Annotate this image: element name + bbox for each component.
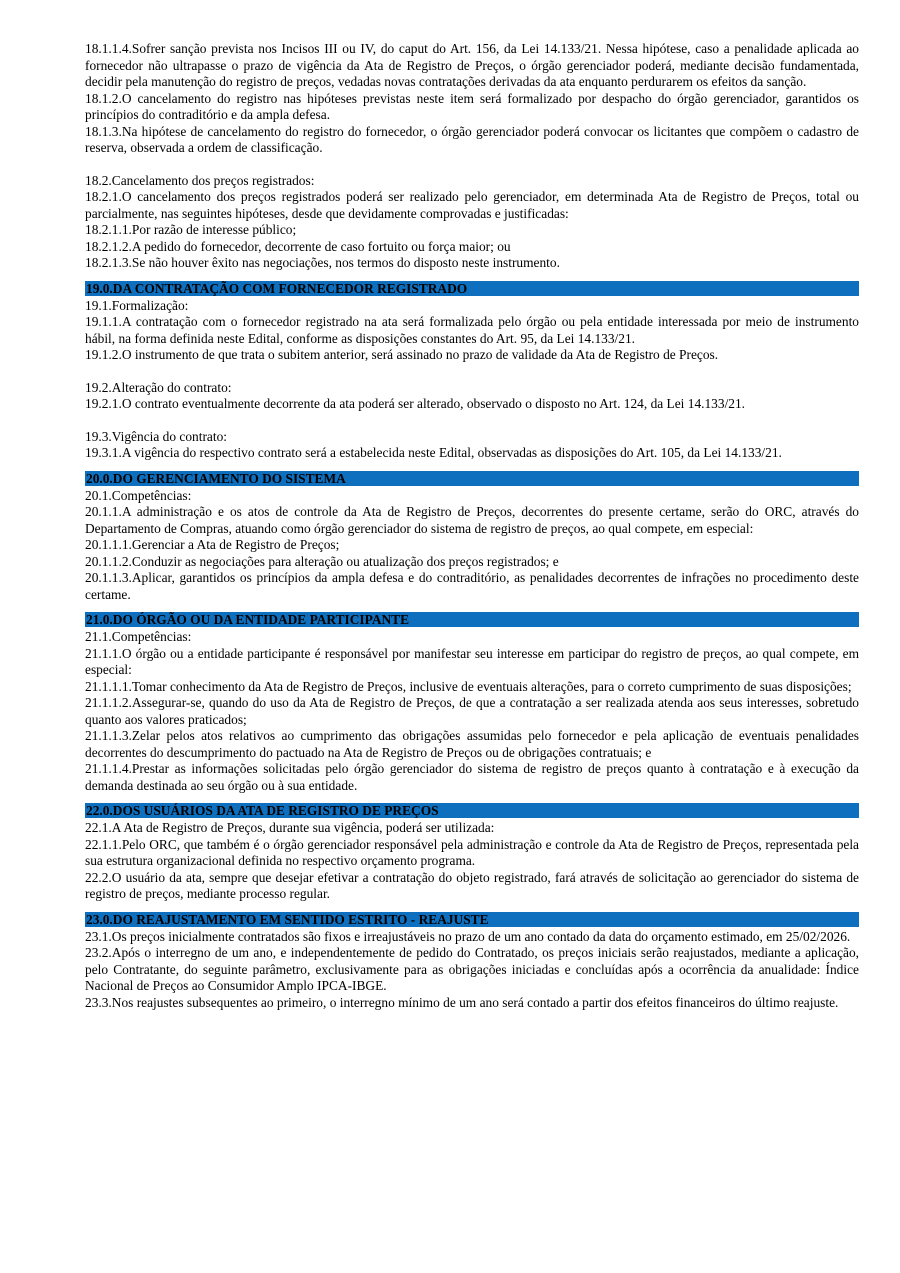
- clause-paragraph: 18.2.1.2.A pedido do fornecedor, decorrente de caso fortuito ou força maior; ou: [85, 238, 511, 254]
- section-heading: 20.0.DO GERENCIAMENTO DO SISTEMA: [85, 471, 859, 486]
- paragraph-spacer: [85, 157, 859, 173]
- clause-paragraph: 23.1.Os preços inicialmente contratados são fixos e irreajustáveis no prazo de um ano contado da data do orçamento estimado, em 25/02/2026.: [85, 928, 851, 944]
- clause-paragraph: 20.1.1.A administração e os atos de controle da Ata de Registro de Preços, decorrentes do presente certame, serão do ORC, através do Departamento de Compras, atuando como órgão gerenciador do sistema de registro de preços, ao qual compete, em especial:: [85, 504, 859, 536]
- clause-paragraph: 18.2.Cancelamento dos preços registrados:: [85, 172, 315, 188]
- clause-paragraph: 18.2.1.O cancelamento dos preços registrados poderá ser realizado pelo gerenciador, em determinada Ata de Registro de Preços, total ou parcialmente, nas seguintes hipóteses, desde que devidamente comprovadas e justificadas:: [85, 189, 859, 221]
- clause-paragraph: 18.1.1.4.Sofrer sanção prevista nos Incisos III ou IV, do caput do Art. 156, da Lei 14.133/21. Nessa hipótese, caso a penalidade aplicada ao fornecedor não ultrapasse o prazo de vigência da Ata de Registro de Preços, o órgão gerenciador poderá, mediante decisão fundamentada, decidir pela manutenção do registro de preços, vedadas novas contratações derivadas da ata enquanto perdurarem os efeitos da sanção.: [85, 41, 859, 89]
- clause-paragraph: 18.2.1.1.Por razão de interesse público;: [85, 222, 297, 237]
- clause-paragraph: 20.1.1.2.Conduzir as negociações para alteração ou atualização dos preços registrados; e: [85, 553, 559, 569]
- clause-paragraph: 21.1.1.1.Tomar conhecimento da Ata de Registro de Preços, inclusive de eventuais alterações, para o correto cumprimento de suas disposições;: [85, 678, 852, 694]
- clause-paragraph: 18.1.2.O cancelamento do registro nas hipóteses previstas neste item será formalizado por despacho do órgão gerenciador, garantidos os princípios do contraditório e da ampla defesa.: [85, 90, 859, 122]
- section-heading: 22.0.DOS USUÁRIOS DA ATA DE REGISTRO DE PREÇOS: [85, 803, 859, 818]
- clause-paragraph: 19.2.1.O contrato eventualmente decorrente da ata poderá ser alterado, observado o disposto no Art. 124, da Lei 14.133/21.: [85, 396, 746, 411]
- paragraph-spacer: [85, 364, 859, 380]
- clause-paragraph: 18.2.1.3.Se não houver êxito nas negociações, nos termos do disposto neste instrumento.: [85, 255, 560, 270]
- clause-paragraph: 20.1.1.3.Aplicar, garantidos os princípios da ampla defesa e do contraditório, as penalidades decorrentes de infrações no procedimento deste certame.: [85, 570, 859, 602]
- clause-paragraph: 21.1.1.2.Assegurar-se, quando do uso da Ata de Registro de Preços, de que a contratação a ser realizada atenda aos seus interesses, sobretudo quanto aos valores praticados;: [85, 695, 859, 727]
- clause-paragraph: 21.1.Competências:: [85, 629, 192, 644]
- clause-paragraph: 19.3.1.A vigência do respectivo contrato será a estabelecida neste Edital, observadas as disposições do Art. 105, da Lei 14.133/21.: [85, 445, 782, 460]
- clause-paragraph: 20.1.1.1.Gerenciar a Ata de Registro de Preços;: [85, 537, 340, 552]
- paragraph-spacer: [85, 413, 859, 429]
- clause-paragraph: 23.3.Nos reajustes subsequentes ao primeiro, o interregno mínimo de um ano será contado a partir dos efeitos financeiros do último reajuste.: [85, 994, 839, 1010]
- clause-paragraph: 19.1.Formalização:: [85, 297, 189, 313]
- clause-paragraph: 20.1.Competências:: [85, 487, 192, 503]
- clause-paragraph: 22.1.A Ata de Registro de Preços, durante sua vigência, poderá ser utilizada:: [85, 820, 495, 835]
- clause-paragraph: 23.2.Após o interregno de um ano, e independentemente de pedido do Contratado, os preços iniciais serão reajustados, mediante a aplicação, pelo Contratante, do seguinte parâmetro, exclusivamente para as obrigações iniciadas e concluídas após a ocorrência da anualidade: Índice Nacional de Preços ao Consumidor Amplo IPCA-IBGE.: [85, 945, 859, 993]
- section-heading: 21.0.DO ÓRGÃO OU DA ENTIDADE PARTICIPANTE: [85, 612, 859, 627]
- clause-paragraph: 19.1.1.A contratação com o fornecedor registrado na ata será formalizada pelo órgão ou pela entidade interessada por meio de instrumento hábil, na forma definida neste Edital, conforme as disposições constantes do Art. 95, da Lei 14.133/21.: [85, 314, 859, 346]
- clause-paragraph: 19.1.2.O instrumento de que trata o subitem anterior, será assinado no prazo de validade da Ata de Registro de Preços.: [85, 347, 719, 362]
- clause-paragraph: 22.2.O usuário da ata, sempre que desejar efetivar a contratação do objeto registrado, fará através de solicitação ao gerenciador do sistema de registro de preços, mediante processo regular.: [85, 869, 859, 901]
- clause-paragraph: 21.1.1.4.Prestar as informações solicitadas pelo órgão gerenciador do sistema de registro de preços quanto à contratação e à execução da demanda destinada ao seu órgão ou à sua entidade.: [85, 761, 859, 793]
- clause-paragraph: 18.1.3.Na hipótese de cancelamento do registro do fornecedor, o órgão gerenciador poderá convocar os licitantes que compõem o cadastro de reserva, observada a ordem de classificação.: [85, 123, 859, 155]
- section-heading: 19.0.DA CONTRATAÇÃO COM FORNECEDOR REGISTRADO: [85, 281, 859, 296]
- clause-paragraph: 22.1.1.Pelo ORC, que também é o órgão gerenciador responsável pela administração e controle da Ata de Registro de Preços, representada pela sua estrutura organizacional definida no respectivo orçamento programa.: [85, 836, 859, 868]
- clause-paragraph: 19.3.Vigência do contrato:: [85, 428, 227, 444]
- clause-paragraph: 21.1.1.3.Zelar pelos atos relativos ao cumprimento das obrigações assumidas pelo fornecedor e pela aplicação de eventuais penalidades decorrentes do descumprimento do pactuado na Ata de Registro de Preços ou de obrigações contratuais; e: [85, 728, 859, 760]
- section-heading: 23.0.DO REAJUSTAMENTO EM SENTIDO ESTRITO - REAJUSTE: [85, 912, 859, 927]
- clause-paragraph: 19.2.Alteração do contrato:: [85, 379, 232, 395]
- clause-paragraph: 21.1.1.O órgão ou a entidade participante é responsável por manifestar seu interesse em participar do registro de preços, ao qual compete, em especial:: [85, 645, 859, 677]
- document-page: [85, 41, 859, 1011]
